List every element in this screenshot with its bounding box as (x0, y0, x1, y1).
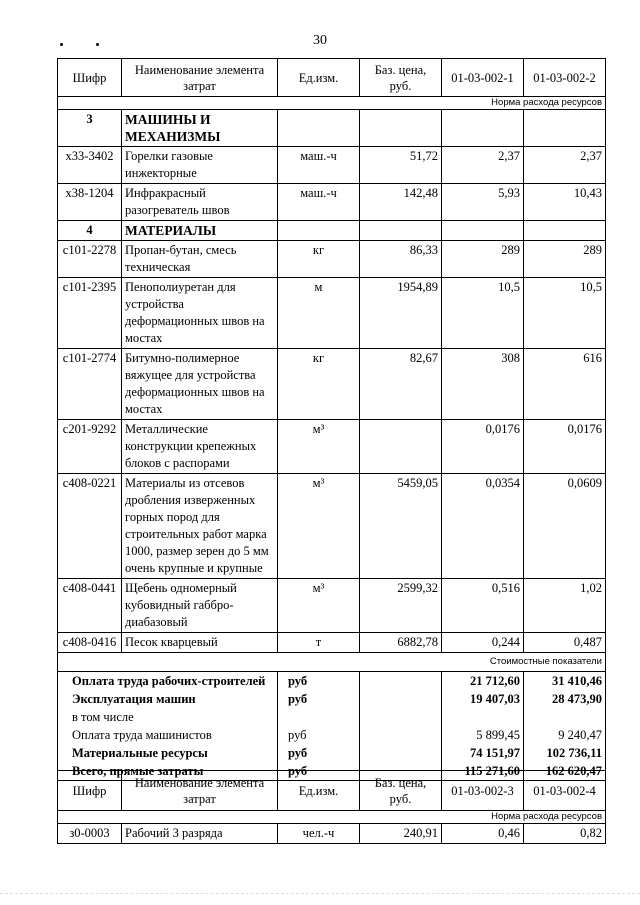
cell-code: 3 (58, 110, 122, 147)
cell-norm-a: 289 (442, 241, 524, 278)
cell-norm-a: 2,37 (442, 147, 524, 184)
summary-value-1: 74 151,97 (442, 744, 524, 762)
table-row (58, 278, 606, 349)
cell-base-price (360, 221, 442, 241)
summary-unit: руб (278, 762, 360, 781)
cell-base-price: 82,67 (360, 349, 442, 420)
table-row (58, 184, 606, 221)
cell-unit: м³ (278, 579, 360, 633)
header-name: Наименование элемента затрат (122, 59, 278, 97)
cell-name: МАШИНЫ И МЕХАНИЗМЫ (122, 110, 278, 147)
cell-norm-b (524, 221, 606, 241)
cell-name: МАТЕРИАЛЫ (122, 221, 278, 241)
cell-base-price: 5459,05 (360, 474, 442, 579)
cell-norm-a: 10,5 (442, 278, 524, 349)
header-code: Шифр (58, 59, 122, 97)
cell-base-price: 86,33 (360, 241, 442, 278)
cell-code: с408-0441 (58, 579, 122, 633)
summary-unit: руб (278, 690, 360, 708)
cell-norm-a (442, 221, 524, 241)
cell-name: Пропан-бутан, смесь техническая (122, 241, 278, 278)
cell-norm-a: 0,46 (442, 824, 524, 844)
cell-unit: кг (278, 241, 360, 278)
cell-code: х38-1204 (58, 184, 122, 221)
summary-unit: руб (278, 744, 360, 762)
table-row (58, 824, 606, 844)
summary-unit: руб (278, 672, 360, 691)
summary-value-2: 28 473,90 (524, 690, 606, 708)
header-base-price: Баз. цена, руб. (360, 771, 442, 811)
table-row (58, 349, 606, 420)
summary-label: Материальные ресурсы (58, 744, 278, 762)
cell-norm-a: 0,0354 (442, 474, 524, 579)
table-row (58, 420, 606, 474)
summary-spacer (360, 726, 442, 744)
header-base-price: Баз. цена, руб. (360, 59, 442, 97)
cell-unit: маш.-ч (278, 184, 360, 221)
header-norm-1: 01-03-002-1 (442, 59, 524, 97)
header-code: Шифр (58, 771, 122, 811)
header-norm-2: 01-03-002-2 (524, 59, 606, 97)
cell-norm-b (524, 110, 606, 147)
page-bottom-edge (0, 893, 640, 894)
summary-spacer (360, 708, 442, 726)
cell-unit (278, 221, 360, 241)
cell-base-price: 142,48 (360, 184, 442, 221)
cell-base-price: 6882,78 (360, 633, 442, 653)
summary-value-2: 9 240,47 (524, 726, 606, 744)
page-dot (96, 43, 99, 46)
cell-code: с101-2278 (58, 241, 122, 278)
header-norm-3: 01-03-002-3 (442, 771, 524, 811)
cell-unit: м³ (278, 420, 360, 474)
section-heading-row (58, 221, 606, 241)
cell-unit (278, 110, 360, 147)
cell-base-price (360, 420, 442, 474)
summary-label: Оплата труда рабочих-строителей (58, 672, 278, 691)
resource-table-1 (57, 58, 606, 781)
cell-code: с408-0221 (58, 474, 122, 579)
cell-norm-b: 1,02 (524, 579, 606, 633)
summary-row (58, 744, 606, 762)
summary-value-1: 115 271,60 (442, 762, 524, 781)
cell-base-price: 240,91 (360, 824, 442, 844)
cell-base-price: 2599,32 (360, 579, 442, 633)
cell-norm-b: 2,37 (524, 147, 606, 184)
summary-spacer (360, 690, 442, 708)
summary-unit: руб (278, 726, 360, 744)
cell-name: Рабочий 3 разряда (122, 824, 278, 844)
cell-norm-b: 0,0609 (524, 474, 606, 579)
cell-name: Материалы из отсевов дробления изверженных горных пород для строительных работ марка 1000, размер зерен до 5 мм очень крупные и крупные (122, 474, 278, 579)
summary-spacer (360, 744, 442, 762)
header-unit: Ед.изм. (278, 771, 360, 811)
cell-unit: м³ (278, 474, 360, 579)
summary-row (58, 690, 606, 708)
cell-unit: кг (278, 349, 360, 420)
cell-norm-b: 0,82 (524, 824, 606, 844)
cell-norm-b: 0,487 (524, 633, 606, 653)
cell-norm-b: 10,43 (524, 184, 606, 221)
summary-label: в том числе (58, 708, 278, 726)
summary-row (58, 672, 606, 691)
cell-norm-b: 10,5 (524, 278, 606, 349)
cell-norm-a: 0,244 (442, 633, 524, 653)
header-norm-4: 01-03-002-4 (524, 771, 606, 811)
summary-value-2: 102 736,11 (524, 744, 606, 762)
cell-code: х33-3402 (58, 147, 122, 184)
resource-table-2 (57, 770, 606, 844)
cell-code: с201-9292 (58, 420, 122, 474)
cell-name: Щебень одномерный кубовидный габбро-диабазовый (122, 579, 278, 633)
cell-base-price: 51,72 (360, 147, 442, 184)
summary-label: Эксплуатация машин (58, 690, 278, 708)
cell-norm-a: 0,516 (442, 579, 524, 633)
norm-label: Норма расхода ресурсов (58, 811, 606, 824)
cell-code: с408-0416 (58, 633, 122, 653)
cell-norm-b: 0,0176 (524, 420, 606, 474)
cell-unit: т (278, 633, 360, 653)
cost-label: Стоимостные показатели (58, 653, 606, 672)
page-dot (60, 43, 63, 46)
cell-name: Песок кварцевый (122, 633, 278, 653)
summary-label: Оплата труда машинистов (58, 726, 278, 744)
header-name: Наименование элемента затрат (122, 771, 278, 811)
cell-code: с101-2395 (58, 278, 122, 349)
summary-spacer (360, 672, 442, 691)
summary-value-2 (524, 708, 606, 726)
summary-value-2: 31 410,46 (524, 672, 606, 691)
cell-norm-a: 0,0176 (442, 420, 524, 474)
summary-value-1: 21 712,60 (442, 672, 524, 691)
summary-value-1 (442, 708, 524, 726)
table-row (58, 241, 606, 278)
cell-unit: маш.-ч (278, 147, 360, 184)
cell-name: Металлические конструкции крепежных блоков с распорами (122, 420, 278, 474)
table-row (58, 147, 606, 184)
summary-value-1: 19 407,03 (442, 690, 524, 708)
cell-name: Пенополиуретан для устройства деформационных швов на мостах (122, 278, 278, 349)
table-row (58, 579, 606, 633)
cell-base-price (360, 110, 442, 147)
page-number: 30 (313, 33, 327, 48)
cell-base-price: 1954,89 (360, 278, 442, 349)
cell-norm-a (442, 110, 524, 147)
summary-row (58, 726, 606, 744)
cell-unit: м (278, 278, 360, 349)
cell-norm-b: 289 (524, 241, 606, 278)
cell-norm-a: 5,93 (442, 184, 524, 221)
cell-norm-b: 616 (524, 349, 606, 420)
summary-unit (278, 708, 360, 726)
table-row (58, 474, 606, 579)
cell-name: Горелки газовые инжекторные (122, 147, 278, 184)
summary-value-2: 162 620,47 (524, 762, 606, 781)
table-row (58, 633, 606, 653)
summary-value-1: 5 899,45 (442, 726, 524, 744)
cell-unit: чел.-ч (278, 824, 360, 844)
cell-code: 4 (58, 221, 122, 241)
cell-name: Инфракрасный разогреватель швов (122, 184, 278, 221)
section-heading-row (58, 110, 606, 147)
norm-label: Норма расхода ресурсов (58, 97, 606, 110)
cell-norm-a: 308 (442, 349, 524, 420)
header-unit: Ед.изм. (278, 59, 360, 97)
cell-code: з0-0003 (58, 824, 122, 844)
cell-code: с101-2774 (58, 349, 122, 420)
cell-name: Битумно-полимерное вяжущее для устройства деформационных швов на мостах (122, 349, 278, 420)
summary-label: Всего, прямые затраты (58, 762, 278, 781)
summary-row (58, 708, 606, 726)
